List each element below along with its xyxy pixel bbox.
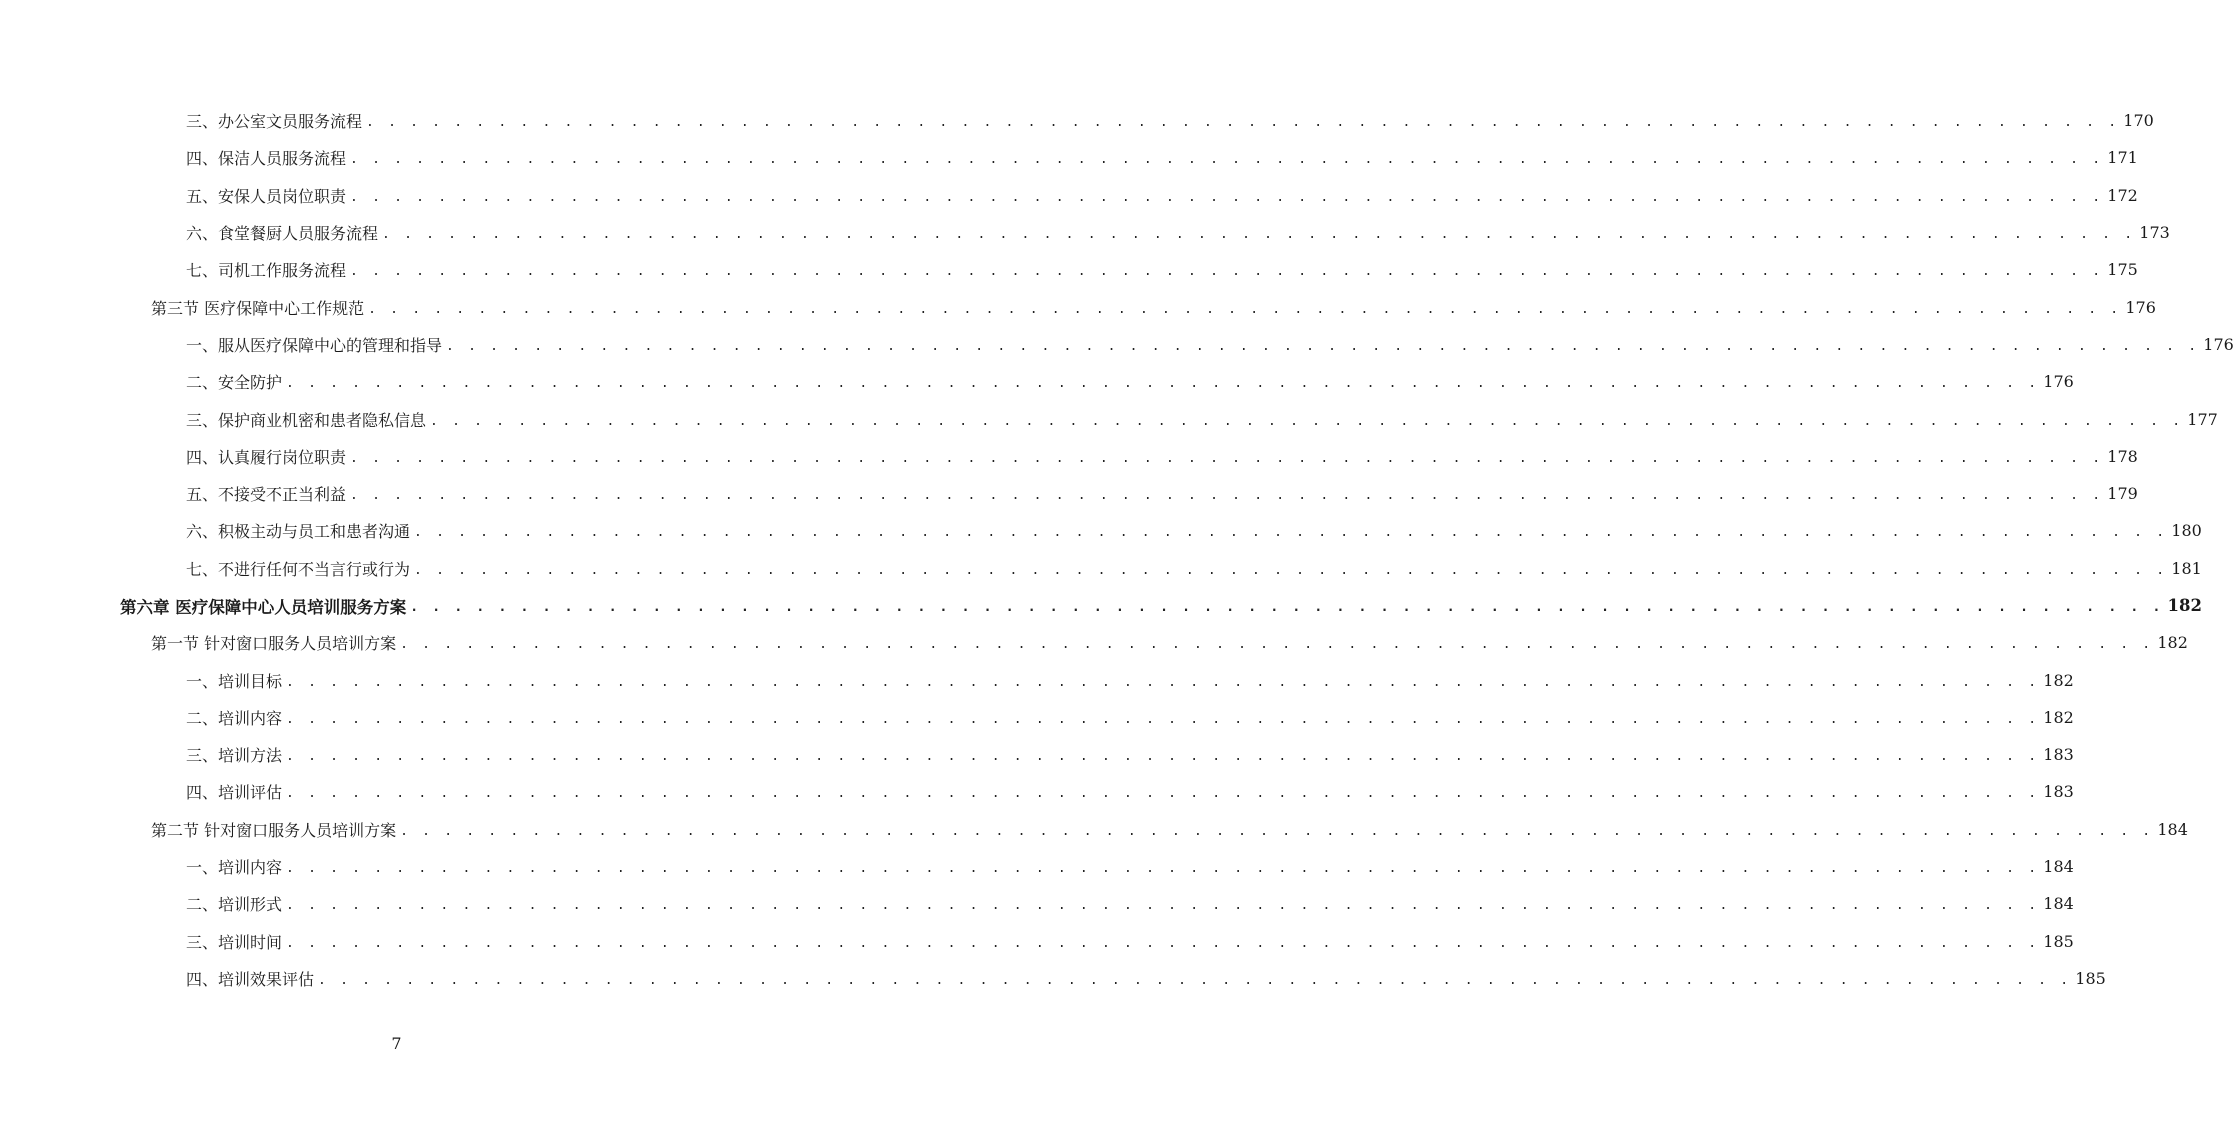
toc-dot-leader: . . . . . . . . . . . . . . . . . . . . . . . . . . . . . . . . . . . . . . . . . . . . . . . . . . . . . . . . . . . . . . . . . . . . . . . . . . . . . . . . — [350, 264, 2104, 280]
toc-entry-page: 172 — [2107, 185, 2138, 205]
toc-entry-label: 二、培训内容 — [186, 708, 283, 728]
toc-entry-label: 三、保护商业机密和患者隐私信息 — [186, 410, 427, 430]
toc-entry-page: 170 — [2123, 111, 2154, 131]
toc-entry-page: 181 — [2171, 558, 2202, 578]
toc-entry-section[interactable] — [0, 288, 2156, 325]
toc-entry-page: 175 — [2107, 260, 2138, 280]
toc-dot-leader: . . . . . . . . . . . . . . . . . . . . . . . . . . . . . . . . . . . . . . . . . . . . . . . . . . . . . . . . . . . . . . . . . . . . . . . . . . . . . . . . — [410, 600, 2164, 615]
toc-dot-leader: . . . . . . . . . . . . . . . . . . . . . . . . . . . . . . . . . . . . . . . . . . . . . . . . . . . . . . . . . . . . . . . . . . . . . . . . . . . . . . . . — [400, 823, 2154, 839]
toc-dot-leader: . . . . . . . . . . . . . . . . . . . . . . . . . . . . . . . . . . . . . . . . . . . . . . . . . . . . . . . . . . . . . . . . . . . . . . . . . . . . . . . . — [286, 935, 2040, 951]
toc-dot-leader: . . . . . . . . . . . . . . . . . . . . . . . . . . . . . . . . . . . . . . . . . . . . . . . . . . . . . . . . . . . . . . . . . . . . . . . . . . . . . . . . — [400, 637, 2154, 653]
toc-dot-leader: . . . . . . . . . . . . . . . . . . . . . . . . . . . . . . . . . . . . . . . . . . . . . . . . . . . . . . . . . . . . . . . . . . . . . . . . . . . . . . . . — [350, 152, 2104, 168]
toc-entry-label: 二、培训形式 — [186, 895, 283, 915]
toc-entry-label: 五、不接受不正当利益 — [186, 485, 347, 505]
toc-entry-label: 一、培训目标 — [186, 671, 283, 691]
toc-entry-item[interactable] — [0, 214, 2170, 251]
toc-entry-item[interactable] — [0, 363, 2074, 400]
toc-entry-item[interactable] — [0, 699, 2074, 736]
toc-entry-item[interactable] — [0, 475, 2138, 512]
toc-entry-item[interactable] — [0, 848, 2074, 885]
toc-entry-label: 四、培训评估 — [186, 783, 283, 803]
toc-entry-section[interactable] — [0, 811, 2188, 848]
toc-entry-label: 五、安保人员岗位职责 — [186, 186, 347, 206]
toc-entry-page: 171 — [2107, 148, 2138, 168]
toc-entry-label: 六、食堂餐厨人员服务流程 — [186, 224, 379, 244]
toc-entry-page: 184 — [2043, 857, 2074, 877]
toc-entry-label: 七、不进行任何不当言行或行为 — [186, 559, 411, 579]
toc-entry-label: 三、办公室文员服务流程 — [186, 112, 363, 132]
toc-entry-label: 第二节 针对窗口服务人员培训方案 — [151, 820, 397, 840]
toc-entry-page: 176 — [2203, 334, 2234, 354]
toc-entry-label: 第一节 针对窗口服务人员培训方案 — [151, 634, 397, 654]
toc-entry-label: 一、服从医疗保障中心的管理和指导 — [186, 335, 443, 355]
toc-dot-leader: . . . . . . . . . . . . . . . . . . . . . . . . . . . . . . . . . . . . . . . . . . . . . . . . . . . . . . . . . . . . . . . . . . . . . . . . . . . . . . . . — [286, 749, 2040, 765]
toc-dot-leader: . . . . . . . . . . . . . . . . . . . . . . . . . . . . . . . . . . . . . . . . . . . . . . . . . . . . . . . . . . . . . . . . . . . . . . . . . . . . . . . . — [414, 562, 2168, 578]
toc-entry-page: 182 — [2167, 596, 2202, 615]
toc-entry-label: 二、安全防护 — [186, 373, 283, 393]
toc-entry-chapter[interactable] — [0, 587, 2202, 624]
toc-entry-item[interactable] — [0, 139, 2138, 176]
toc-entry-label: 第六章 医疗保障中心人员培训服务方案 — [120, 597, 407, 617]
page-number: 7 — [391, 1034, 402, 1053]
toc-entry-item[interactable] — [0, 661, 2074, 698]
toc-entry-page: 183 — [2043, 745, 2074, 765]
toc-dot-leader: . . . . . . . . . . . . . . . . . . . . . . . . . . . . . . . . . . . . . . . . . . . . . . . . . . . . . . . . . . . . . . . . . . . . . . . . . . . . . . . . — [286, 898, 2040, 914]
toc-entry-item[interactable] — [0, 885, 2074, 922]
toc-dot-leader: . . . . . . . . . . . . . . . . . . . . . . . . . . . . . . . . . . . . . . . . . . . . . . . . . . . . . . . . . . . . . . . . . . . . . . . . . . . . . . . . — [286, 786, 2040, 802]
toc-entry-page: 184 — [2157, 819, 2188, 839]
toc-dot-leader: . . . . . . . . . . . . . . . . . . . . . . . . . . . . . . . . . . . . . . . . . . . . . . . . . . . . . . . . . . . . . . . . . . . . . . . . . . . . . . . . — [414, 525, 2168, 541]
toc-entry-item[interactable] — [0, 550, 2202, 587]
toc-entry-page: 184 — [2043, 894, 2074, 914]
toc-entry-item[interactable] — [0, 736, 2074, 773]
toc-entry-label: 三、培训方法 — [186, 746, 283, 766]
toc-entry-page: 178 — [2107, 446, 2138, 466]
toc-entry-page: 185 — [2043, 931, 2074, 951]
toc-entry-label: 七、司机工作服务流程 — [186, 261, 347, 281]
toc-entry-page: 185 — [2075, 968, 2106, 988]
toc-entry-label: 四、认真履行岗位职责 — [186, 447, 347, 467]
toc-entry-page: 180 — [2171, 521, 2202, 541]
toc-entry-label: 四、保洁人员服务流程 — [186, 149, 347, 169]
toc-entry-item[interactable] — [0, 400, 2218, 437]
toc-entry-item[interactable] — [0, 251, 2138, 288]
toc-dot-leader: . . . . . . . . . . . . . . . . . . . . . . . . . . . . . . . . . . . . . . . . . . . . . . . . . . . . . . . . . . . . . . . . . . . . . . . . . . . . . . . . — [430, 413, 2184, 429]
toc-entry-item[interactable] — [0, 773, 2074, 810]
toc-dot-leader: . . . . . . . . . . . . . . . . . . . . . . . . . . . . . . . . . . . . . . . . . . . . . . . . . . . . . . . . . . . . . . . . . . . . . . . . . . . . . . . . — [318, 972, 2072, 988]
toc-entry-label: 一、培训内容 — [186, 858, 283, 878]
toc-entry-page: 177 — [2187, 409, 2218, 429]
toc-entry-label: 四、培训效果评估 — [186, 969, 315, 989]
toc-dot-leader: . . . . . . . . . . . . . . . . . . . . . . . . . . . . . . . . . . . . . . . . . . . . . . . . . . . . . . . . . . . . . . . . . . . . . . . . . . . . . . . . — [446, 338, 2200, 354]
toc-entry-item[interactable] — [0, 960, 2106, 997]
toc-entry-item[interactable] — [0, 177, 2138, 214]
toc-dot-leader: . . . . . . . . . . . . . . . . . . . . . . . . . . . . . . . . . . . . . . . . . . . . . . . . . . . . . . . . . . . . . . . . . . . . . . . . . . . . . . . . — [350, 189, 2104, 205]
toc-entry-item[interactable] — [0, 512, 2202, 549]
toc-entry-item[interactable] — [0, 923, 2074, 960]
toc-dot-leader: . . . . . . . . . . . . . . . . . . . . . . . . . . . . . . . . . . . . . . . . . . . . . . . . . . . . . . . . . . . . . . . . . . . . . . . . . . . . . . . . — [366, 115, 2120, 131]
table-of-contents — [0, 102, 2234, 997]
toc-entry-label: 第三节 医疗保障中心工作规范 — [151, 298, 365, 318]
toc-entry-label: 三、培训时间 — [186, 932, 283, 952]
toc-dot-leader: . . . . . . . . . . . . . . . . . . . . . . . . . . . . . . . . . . . . . . . . . . . . . . . . . . . . . . . . . . . . . . . . . . . . . . . . . . . . . . . . — [286, 674, 2040, 690]
toc-entry-item[interactable] — [0, 102, 2154, 139]
toc-entry-label: 六、积极主动与员工和患者沟通 — [186, 522, 411, 542]
toc-dot-leader: . . . . . . . . . . . . . . . . . . . . . . . . . . . . . . . . . . . . . . . . . . . . . . . . . . . . . . . . . . . . . . . . . . . . . . . . . . . . . . . . — [286, 861, 2040, 877]
toc-entry-item[interactable] — [0, 438, 2138, 475]
toc-dot-leader: . . . . . . . . . . . . . . . . . . . . . . . . . . . . . . . . . . . . . . . . . . . . . . . . . . . . . . . . . . . . . . . . . . . . . . . . . . . . . . . . — [286, 711, 2040, 727]
toc-entry-section[interactable] — [0, 624, 2188, 661]
toc-dot-leader: . . . . . . . . . . . . . . . . . . . . . . . . . . . . . . . . . . . . . . . . . . . . . . . . . . . . . . . . . . . . . . . . . . . . . . . . . . . . . . . . — [382, 227, 2136, 243]
toc-dot-leader: . . . . . . . . . . . . . . . . . . . . . . . . . . . . . . . . . . . . . . . . . . . . . . . . . . . . . . . . . . . . . . . . . . . . . . . . . . . . . . . . — [368, 301, 2122, 317]
toc-dot-leader: . . . . . . . . . . . . . . . . . . . . . . . . . . . . . . . . . . . . . . . . . . . . . . . . . . . . . . . . . . . . . . . . . . . . . . . . . . . . . . . . — [286, 376, 2040, 392]
toc-entry-page: 182 — [2157, 633, 2188, 653]
toc-entry-page: 179 — [2107, 484, 2138, 504]
toc-entry-page: 176 — [2043, 372, 2074, 392]
toc-entry-item[interactable] — [0, 326, 2234, 363]
toc-entry-page: 182 — [2043, 707, 2074, 727]
toc-dot-leader: . . . . . . . . . . . . . . . . . . . . . . . . . . . . . . . . . . . . . . . . . . . . . . . . . . . . . . . . . . . . . . . . . . . . . . . . . . . . . . . . — [350, 450, 2104, 466]
toc-entry-page: 182 — [2043, 670, 2074, 690]
toc-entry-page: 173 — [2139, 223, 2170, 243]
toc-entry-page: 183 — [2043, 782, 2074, 802]
toc-entry-page: 176 — [2125, 297, 2156, 317]
toc-dot-leader: . . . . . . . . . . . . . . . . . . . . . . . . . . . . . . . . . . . . . . . . . . . . . . . . . . . . . . . . . . . . . . . . . . . . . . . . . . . . . . . . — [350, 488, 2104, 504]
